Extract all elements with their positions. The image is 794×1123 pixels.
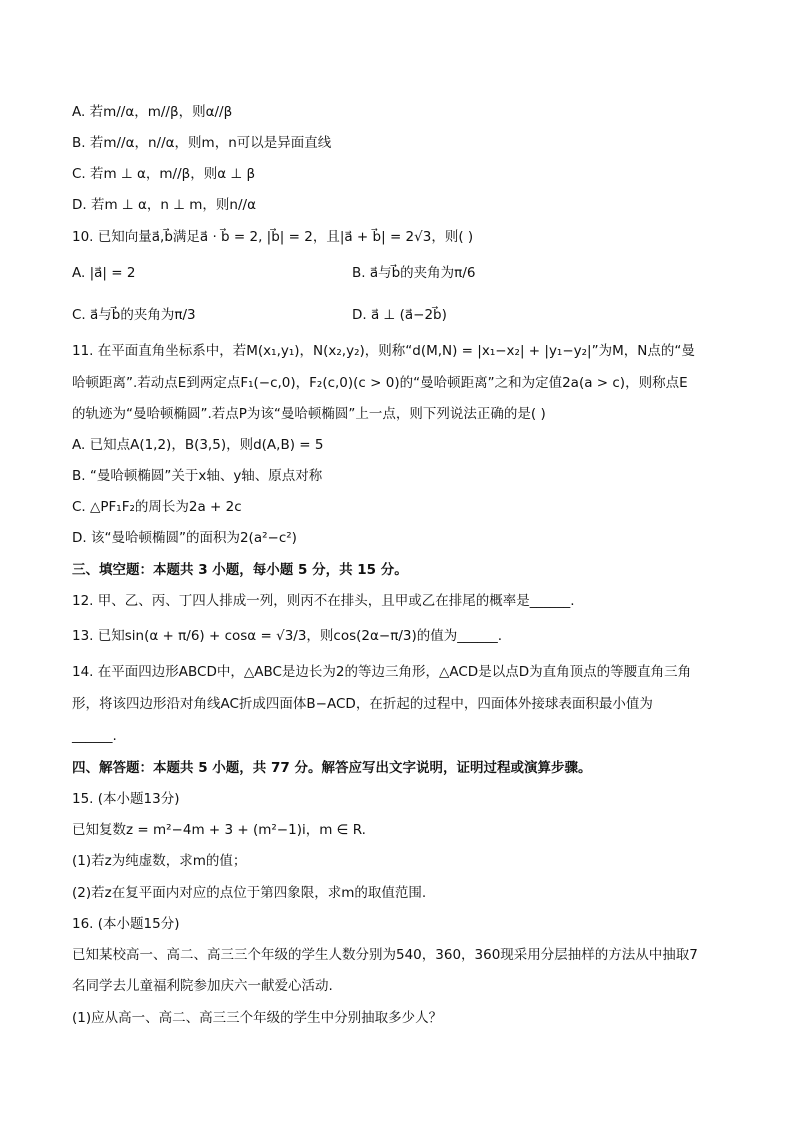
q15-title: 15. (本小题13分) [72,791,180,807]
q11-option-c: C. △PF₁F₂的周长为2a + 2c [72,499,242,515]
q15-part1: (1)若z为纯虚数，求m的值； [72,853,247,869]
q11-option-b: B. “曼哈顿椭圆”关于x轴、y轴、原点对称 [72,468,323,484]
q11-option-a: A. 已知点A(1,2)，B(3,5)，则d(A,B) = 5 [72,437,324,453]
q11-option-d: D. 该“曼哈顿椭圆”的面积为2(a²−c²) [72,530,297,546]
section3-header: 三、填空题：本题共 3 小题，每小题 5 分，共 15 分。 [72,562,408,578]
q10-stem: 10. 已知向量a⃗,b⃗满足a⃗ · b⃗ = 2, |b⃗| = 2，且|a⃗ + b⃗| = 2√3，则( ) [72,229,474,245]
q15-stem: 已知复数z = m²−4m + 3 + (m²−1)i，m ∈ R. [72,822,366,838]
q10-option-a: A. |a⃗| = 2 [72,265,136,281]
q9-option-c: C. 若m ⊥ α，m//β，则α ⊥ β [72,166,256,182]
q9-option-a: A. 若m//α，m//β，则α//β [72,104,233,120]
q12-text: 12. 甲、乙、丙、丁四人排成一列，则丙不在排头，且甲或乙在排尾的概率是______. [72,593,575,609]
q10-option-c: C. a⃗与b⃗的夹角为π/3 [72,307,196,323]
q11-stem-line1: 11. 在平面直角坐标系中，若M(x₁,y₁)，N(x₂,y₂)，则称“d(M,N) = |x₁−x₂| + |y₁−y₂|”为M，N点的“曼 [72,343,695,359]
q16-part1: (1)应从高一、高二、高三三个年级的学生中分别抽取多少人？ [72,1010,443,1026]
q16-line1: 已知某校高一、高二、高三三个年级的学生人数分别为540，360，360现采用分层抽样的方法从中抽取7 [72,947,698,963]
q14-line2: 形，将该四边形沿对角线AC折成四面体B−ACD，在折起的过程中，四面体外接球表面积最小值为 [72,696,653,712]
section4-header: 四、解答题：本题共 5 小题，共 77 分。解答应写出文字说明，证明过程或演算步骤。 [72,760,592,776]
q14-line1: 14. 在平面四边形ABCD中，△ABC是边长为2的等边三角形，△ACD是以点D为直角顶点的等腰直角三角 [72,664,692,680]
q11-stem-line2: 哈顿距离”.若动点E到两定点F₁(−c,0)，F₂(c,0)(c > 0)的“曼哈顿距离”之和为定值2a(a > c)，则称点E [72,375,688,391]
q16-title: 16. (本小题15分) [72,916,180,932]
q15-part2: (2)若z在复平面内对应的点位于第四象限，求m的取值范围. [72,885,427,901]
q14-line3: ______. [72,728,117,744]
q16-line2: 名同学去儿童福利院参加庆六一献爱心活动. [72,978,333,994]
q10-option-b: B. a⃗与b⃗的夹角为π/6 [352,265,476,281]
q9-option-d: D. 若m ⊥ α，n ⊥ m，则n//α [72,197,256,213]
q9-option-b: B. 若m//α，n//α，则m，n可以是异面直线 [72,135,332,151]
q13-text: 13. 已知sin(α + π/6) + cosα = √3/3，则cos(2α−π/3)的值为______. [72,628,503,644]
q10-option-d: D. a⃗ ⊥ (a⃗−2b⃗) [352,307,447,323]
q11-stem-line3: 的轨迹为“曼哈顿椭圆”.若点P为该“曼哈顿椭圆”上一点，则下列说法正确的是( ) [72,406,546,422]
